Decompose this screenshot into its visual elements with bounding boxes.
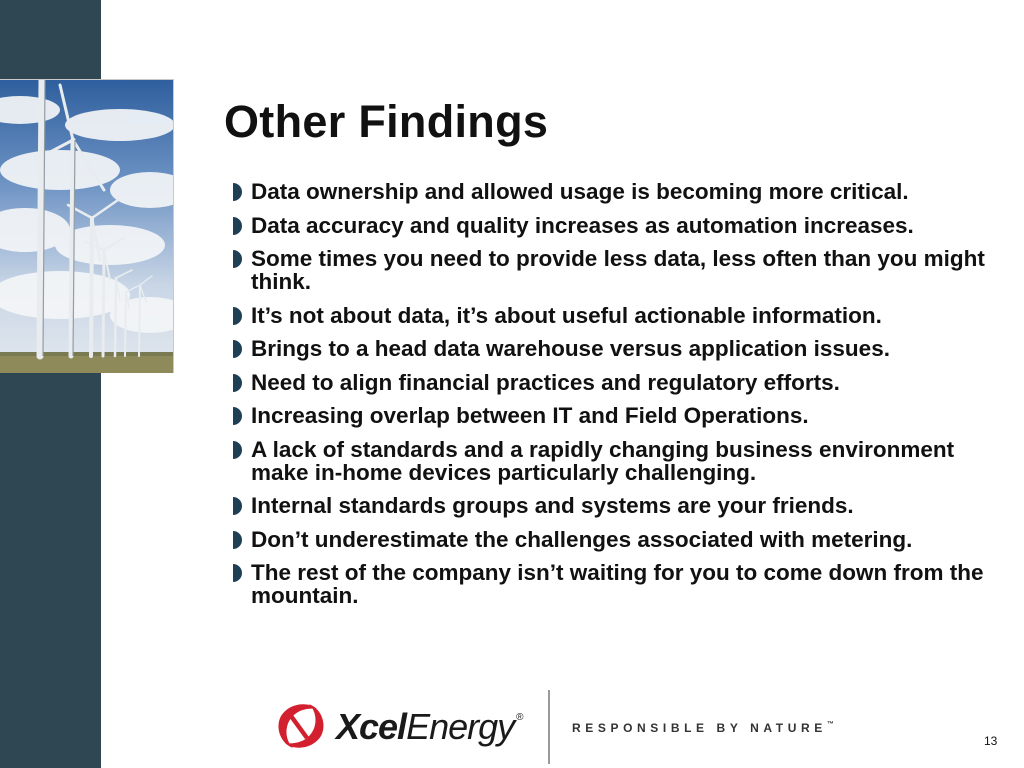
brand-tagline <box>572 721 834 735</box>
half-disc-bullet-icon <box>232 440 243 460</box>
brand-wordmark-part1: Xcel <box>336 706 407 747</box>
half-disc-bullet-icon <box>232 496 243 516</box>
half-disc-bullet-icon <box>232 406 243 426</box>
brand-wordmark <box>336 706 523 748</box>
bullet-item <box>232 247 1017 293</box>
bullet-item <box>232 337 1017 360</box>
trademark-mark: ™ <box>826 721 834 728</box>
bullet-item <box>232 371 1017 394</box>
page-number: 13 <box>984 734 998 748</box>
bullet-text: A lack of standards and a rapidly changing business environment make in-home devices particularly challenging. <box>251 436 955 485</box>
bullet-text: It’s not about data, it’s about useful actionable information. <box>251 302 882 328</box>
bullet-text: Some times you need to provide less data, less often than you might think. <box>251 246 985 294</box>
bullet-text: Need to align financial practices and regulatory efforts. <box>251 369 840 395</box>
bullet-text: Increasing overlap between IT and Field Operations. <box>251 403 809 428</box>
tagline-text: RESPONSIBLE BY NATURE <box>572 721 827 735</box>
xcel-swoosh-logo-icon <box>275 700 327 752</box>
bullet-item <box>232 180 1017 203</box>
half-disc-bullet-icon <box>232 563 243 583</box>
half-disc-bullet-icon <box>232 373 243 393</box>
bullet-item <box>232 494 1017 517</box>
findings-list <box>232 180 1017 618</box>
half-disc-bullet-icon <box>232 339 243 359</box>
half-disc-bullet-icon <box>232 182 243 202</box>
bullet-item <box>232 404 1017 427</box>
bullet-text: Brings to a head data warehouse versus application issues. <box>251 336 890 361</box>
bullet-text: Don’t underestimate the challenges associated with metering. <box>251 526 913 552</box>
brand-wordmark-part2: Energy <box>406 706 515 747</box>
bullet-text: Data ownership and allowed usage is becoming more critical. <box>251 179 909 204</box>
footer-branding <box>270 686 840 766</box>
bullet-item <box>232 304 1017 327</box>
bullet-item <box>232 438 1017 484</box>
half-disc-bullet-icon <box>232 306 243 326</box>
bullet-item <box>232 561 1017 607</box>
footer-divider <box>548 690 550 764</box>
bullet-text: Internal standards groups and systems are your friends. <box>251 493 854 518</box>
half-disc-bullet-icon <box>232 249 243 269</box>
slide-title: Other Findings <box>224 96 549 147</box>
bullet-text: Data accuracy and quality increases as automation increases. <box>251 212 914 238</box>
half-disc-bullet-icon <box>232 216 243 236</box>
half-disc-bullet-icon <box>232 530 243 550</box>
bullet-text: The rest of the company isn’t waiting for you to come down from the mountain. <box>251 560 984 608</box>
registered-mark: ® <box>516 712 523 723</box>
wind-turbines-photo <box>0 79 174 373</box>
bullet-item <box>232 214 1017 237</box>
bullet-item <box>232 528 1017 551</box>
